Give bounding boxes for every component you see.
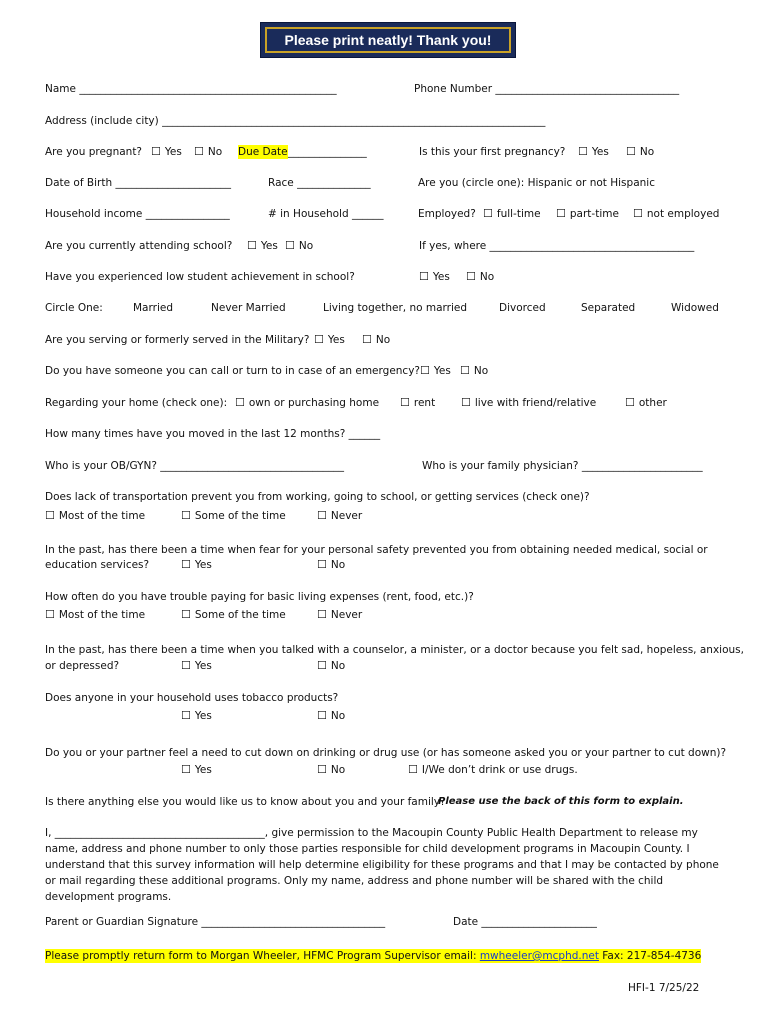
return-text: Please promptly return form to Morgan Wheeler, HFMC Program Supervisor email: bbox=[45, 950, 480, 962]
other-checkbox[interactable]: ☐ other bbox=[625, 396, 667, 410]
military-yes-checkbox[interactable]: ☐ Yes bbox=[314, 333, 345, 347]
banner-border bbox=[265, 27, 511, 53]
return-instructions bbox=[45, 949, 701, 963]
marital-divorced[interactable]: Divorced bbox=[499, 302, 546, 314]
marital-separated[interactable]: Separated bbox=[581, 302, 636, 314]
school-no-checkbox[interactable]: ☐ No bbox=[285, 239, 313, 253]
permission-statement: I, ________________________________________, give permission to the Macoupin County Public Health Department to release my name, address and phone number to only those parties responsible for child development programs in Macoupin County. I understand that this survey information will help determine eligibility for these programs and that I may be contacted by phone or mail regarding these additional programs. Only my name, address and phone number will be shared with the child development programs. bbox=[45, 827, 719, 903]
marital-widowed[interactable]: Widowed bbox=[671, 302, 719, 314]
address-field[interactable]: Address (include city) _________________________________________________________________________ bbox=[45, 115, 546, 127]
drinking-question: Do you or your partner feel a need to cut down on drinking or drug use (or has someone asked you or your partner to cut down)? bbox=[45, 747, 727, 759]
military-question: Are you serving or formerly served in the Military? bbox=[45, 334, 310, 346]
fear-question-line1: In the past, has there been a time when fear for your personal safety prevented you from obtaining needed medical, social or bbox=[45, 544, 708, 556]
employed-question: Employed? bbox=[418, 208, 476, 220]
not-employed-checkbox[interactable]: ☐ not employed bbox=[633, 207, 719, 221]
header-banner bbox=[260, 22, 516, 58]
low-achievement-yes-checkbox[interactable]: ☐ Yes bbox=[419, 270, 450, 284]
full-time-checkbox[interactable]: ☐ full-time bbox=[483, 207, 541, 221]
banner-title: Please print neatly! Thank you! bbox=[284, 32, 492, 48]
tobacco-no-checkbox[interactable]: ☐ No bbox=[317, 709, 345, 723]
physician-field[interactable]: Who is your family physician? _______________________ bbox=[422, 460, 703, 472]
drinking-yes-checkbox[interactable]: ☐ Yes bbox=[181, 763, 212, 777]
transport-question: Does lack of transportation prevent you from working, going to school, or getting services (check one)? bbox=[45, 491, 590, 503]
first-pregnancy-yes-checkbox[interactable]: ☐ Yes bbox=[578, 145, 609, 159]
fear-question-line2: education services? bbox=[45, 559, 150, 571]
form-id: HFI-1 7/25/22 bbox=[628, 982, 700, 994]
dont-drink-checkbox[interactable]: ☐ I/We don’t drink or use drugs. bbox=[408, 763, 578, 777]
name-field[interactable]: Name _________________________________________________ bbox=[45, 83, 337, 95]
live-with-checkbox[interactable]: ☐ live with friend/relative bbox=[461, 396, 596, 410]
counselor-yes-checkbox[interactable]: ☐ Yes bbox=[181, 659, 212, 673]
counselor-no-checkbox[interactable]: ☐ No bbox=[317, 659, 345, 673]
due-date-field[interactable]: _______________ bbox=[288, 146, 367, 158]
moved-field[interactable]: How many times have you moved in the last 12 months? ______ bbox=[45, 428, 381, 440]
emergency-no-checkbox[interactable]: ☐ No bbox=[460, 364, 488, 378]
use-back-note: Please use the back of this form to explain. bbox=[438, 796, 684, 807]
transport-some-checkbox[interactable]: ☐ Some of the time bbox=[181, 509, 286, 523]
due-date-label: Due Date bbox=[238, 146, 288, 158]
school-yes-checkbox[interactable]: ☐ Yes bbox=[247, 239, 278, 253]
school-where-field[interactable]: If yes, where _______________________________________ bbox=[419, 240, 695, 252]
drinking-no-checkbox[interactable]: ☐ No bbox=[317, 763, 345, 777]
paying-never-checkbox[interactable]: ☐ Never bbox=[317, 608, 362, 622]
obgyn-field[interactable]: Who is your OB/GYN? ___________________________________ bbox=[45, 460, 345, 472]
tobacco-question: Does anyone in your household uses tobacco products? bbox=[45, 692, 339, 704]
paying-most-checkbox[interactable]: ☐ Most of the time bbox=[45, 608, 145, 622]
fear-yes-checkbox[interactable]: ☐ Yes bbox=[181, 558, 212, 572]
race-field[interactable]: Race ______________ bbox=[268, 177, 371, 189]
low-achievement-question: Have you experienced low student achievement in school? bbox=[45, 271, 355, 283]
fax-number: Fax: 217-854-4736 bbox=[598, 950, 702, 962]
military-no-checkbox[interactable]: ☐ No bbox=[362, 333, 390, 347]
first-pregnancy-no-checkbox[interactable]: ☐ No bbox=[626, 145, 654, 159]
marital-married[interactable]: Married bbox=[133, 302, 173, 314]
transport-most-checkbox[interactable]: ☐ Most of the time bbox=[45, 509, 145, 523]
counselor-question-line2: or depressed? bbox=[45, 660, 120, 672]
pregnant-yes-checkbox[interactable]: ☐ Yes bbox=[151, 145, 182, 159]
low-achievement-no-checkbox[interactable]: ☐ No bbox=[466, 270, 494, 284]
phone-field[interactable]: Phone Number ___________________________________ bbox=[414, 83, 680, 95]
counselor-question-line1: In the past, has there been a time when you talked with a counselor, a minister, or a doctor because you felt sad, hopeless, anxious, bbox=[45, 644, 744, 656]
emergency-yes-checkbox[interactable]: ☐ Yes bbox=[420, 364, 451, 378]
pregnant-no-checkbox[interactable]: ☐ No bbox=[194, 145, 222, 159]
first-pregnancy-question: Is this your first pregnancy? bbox=[419, 146, 566, 158]
home-question: Regarding your home (check one): bbox=[45, 397, 228, 409]
paying-some-checkbox[interactable]: ☐ Some of the time bbox=[181, 608, 286, 622]
anything-else-question: Is there anything else you would like us to know about you and your family? bbox=[45, 796, 446, 808]
signature-field[interactable]: Parent or Guardian Signature ___________________________________ bbox=[45, 916, 386, 928]
tobacco-yes-checkbox[interactable]: ☐ Yes bbox=[181, 709, 212, 723]
marital-living-together[interactable]: Living together, no married bbox=[323, 302, 468, 314]
marital-circle-one-label: Circle One: bbox=[45, 302, 103, 314]
emergency-question: Do you have someone you can call or turn to in case of an emergency? bbox=[45, 365, 420, 377]
ethnicity-circle-one[interactable]: Are you (circle one): Hispanic or not Hispanic bbox=[418, 177, 655, 189]
school-question: Are you currently attending school? bbox=[45, 240, 233, 252]
pregnant-question: Are you pregnant? bbox=[45, 146, 143, 158]
dob-field[interactable]: Date of Birth ______________________ bbox=[45, 177, 231, 189]
date-field[interactable]: Date ______________________ bbox=[453, 916, 597, 928]
household-count-field[interactable]: # in Household ______ bbox=[268, 208, 384, 220]
fear-no-checkbox[interactable]: ☐ No bbox=[317, 558, 345, 572]
income-field[interactable]: Household income ________________ bbox=[45, 208, 230, 220]
paying-question: How often do you have trouble paying for basic living expenses (rent, food, etc.)? bbox=[45, 591, 474, 603]
email-link[interactable]: mwheeler@mcphd.net bbox=[479, 950, 599, 962]
part-time-checkbox[interactable]: ☐ part-time bbox=[556, 207, 619, 221]
marital-never-married[interactable]: Never Married bbox=[211, 302, 286, 314]
rent-checkbox[interactable]: ☐ rent bbox=[400, 396, 435, 410]
transport-never-checkbox[interactable]: ☐ Never bbox=[317, 509, 362, 523]
own-home-checkbox[interactable]: ☐ own or purchasing home bbox=[235, 396, 379, 410]
